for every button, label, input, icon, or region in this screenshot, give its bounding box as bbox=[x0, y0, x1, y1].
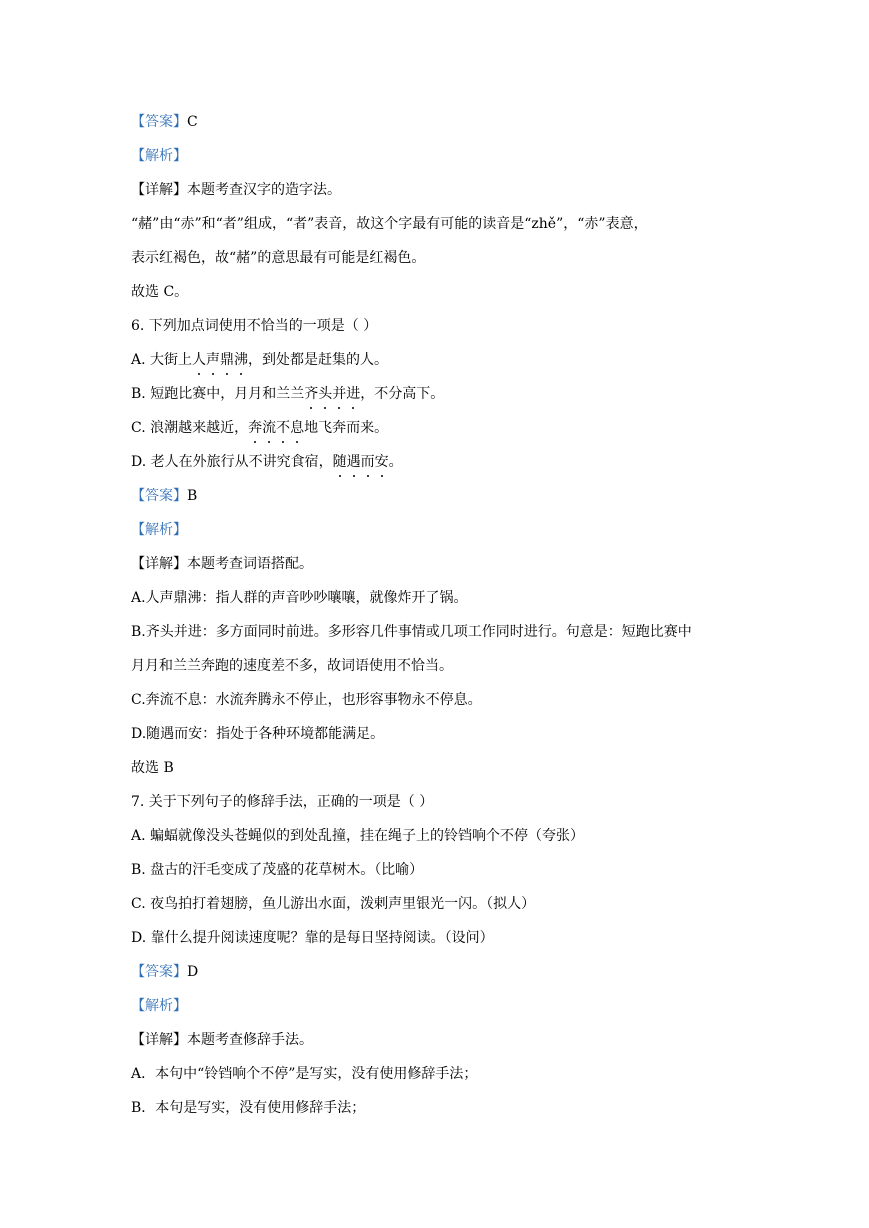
answer-line bbox=[131, 112, 751, 132]
dotted-char: 并 bbox=[332, 386, 347, 402]
option-a bbox=[131, 350, 751, 370]
dotted-char: 息 bbox=[290, 420, 305, 436]
option-prefix: D. 老人在外旅行从不讲究食宿， bbox=[131, 454, 333, 470]
option-suffix: 。 bbox=[388, 454, 403, 470]
dotted-char: 流 bbox=[262, 420, 277, 436]
explanation-line: C.奔流不息：水流奔腾永不停止，也形容事物永不停息。 bbox=[131, 692, 482, 708]
answer-line bbox=[131, 962, 751, 982]
detail-text: 本题考查汉字的造字法。 bbox=[187, 182, 341, 198]
explanation-line: “赭”由“赤”和“者”组成，“者”表音，故这个字最有可能的读音是“zhě”，“赤”表意， bbox=[131, 216, 648, 232]
explanation-line: A．本句中“铃铛响个不停”是写实，没有使用修辞手法； bbox=[131, 1066, 478, 1082]
analysis-tag: 【解析】 bbox=[131, 148, 187, 164]
conclusion-line: 故选 C。 bbox=[131, 284, 189, 300]
detail-line bbox=[131, 1030, 751, 1050]
detail-tag: 【详解】 bbox=[131, 556, 187, 572]
dotted-char: 沸 bbox=[234, 352, 249, 368]
analysis-tag: 【解析】 bbox=[131, 522, 187, 538]
option-d: D. 靠什么提升阅读速度呢？靠的是每日坚持阅读。（设问） bbox=[131, 930, 494, 946]
dotted-char: 声 bbox=[206, 352, 221, 368]
answer-value: C bbox=[187, 114, 198, 130]
dotted-char: 奔 bbox=[248, 420, 263, 436]
explanation-line: D.随遇而安：指处于各种环境都能满足。 bbox=[131, 726, 385, 742]
question-stem: 7. 关于下列句子的修辞手法，正确的一项是（ ） bbox=[131, 794, 434, 810]
dotted-char: 鼎 bbox=[220, 352, 235, 368]
conclusion-line: 故选 B bbox=[131, 760, 174, 776]
answer-tag: 【答案】 bbox=[131, 488, 187, 504]
option-b bbox=[131, 384, 751, 404]
option-prefix: A. 大街上 bbox=[131, 352, 193, 368]
option-suffix: ，不分高下。 bbox=[360, 386, 445, 402]
analysis-tag: 【解析】 bbox=[131, 998, 187, 1014]
option-d bbox=[131, 452, 751, 472]
option-c bbox=[131, 418, 751, 438]
dotted-char: 人 bbox=[192, 352, 207, 368]
dotted-char: 而 bbox=[360, 454, 375, 470]
option-prefix: C. 浪潮越来越近， bbox=[131, 420, 249, 436]
detail-line bbox=[131, 554, 751, 574]
option-b: B. 盘古的汗毛变成了茂盛的花草树木。（比喻） bbox=[131, 862, 424, 878]
detail-text: 本题考查词语搭配。 bbox=[187, 556, 313, 572]
option-suffix: ，到处都是赶集的人。 bbox=[248, 352, 389, 368]
option-a: A. 蝙蝠就像没头苍蝇似的到处乱撞，挂在绳子上的铃铛响个不停（夸张） bbox=[131, 828, 585, 844]
explanation-line: 表示红褐色，故“赭”的意思最有可能是红褐色。 bbox=[131, 250, 426, 266]
dotted-char: 遇 bbox=[346, 454, 361, 470]
answer-line bbox=[131, 486, 751, 506]
explanation-line: B．本句是写实，没有使用修辞手法； bbox=[131, 1100, 366, 1116]
detail-line bbox=[131, 180, 751, 200]
explanation-line: A.人声鼎沸：指人群的声音吵吵嚷嚷，就像炸开了锅。 bbox=[131, 590, 468, 606]
dotted-char: 安 bbox=[374, 454, 389, 470]
dotted-char: 进 bbox=[346, 386, 361, 402]
answer-value: B bbox=[187, 488, 198, 504]
option-prefix: B. 短跑比赛中，月月和兰兰 bbox=[131, 386, 305, 402]
analysis-heading bbox=[131, 146, 751, 166]
detail-tag: 【详解】 bbox=[131, 1032, 187, 1048]
option-c: C. 夜鸟拍打着翅膀，鱼儿游出水面，泼剌声里银光一闪。（拟人） bbox=[131, 896, 536, 912]
analysis-heading bbox=[131, 996, 751, 1016]
explanation-line: 月月和兰兰奔跑的速度差不多，故词语使用不恰当。 bbox=[131, 658, 453, 674]
answer-tag: 【答案】 bbox=[131, 964, 187, 980]
dotted-char: 头 bbox=[318, 386, 333, 402]
question-stem: 6. 下列加点词使用不恰当的一项是（ ） bbox=[131, 318, 378, 334]
detail-tag: 【详解】 bbox=[131, 182, 187, 198]
dotted-char: 齐 bbox=[304, 386, 319, 402]
answer-value: D bbox=[187, 964, 199, 980]
dotted-char: 不 bbox=[276, 420, 291, 436]
option-suffix: 地飞奔而来。 bbox=[304, 420, 389, 436]
detail-text: 本题考查修辞手法。 bbox=[187, 1032, 313, 1048]
dotted-char: 随 bbox=[332, 454, 347, 470]
explanation-line: B.齐头并进：多方面同时前进。多形容几件事情或几项工作同时进行。句意是：短跑比赛中 bbox=[131, 624, 692, 640]
answer-tag: 【答案】 bbox=[131, 114, 187, 130]
analysis-heading bbox=[131, 520, 751, 540]
